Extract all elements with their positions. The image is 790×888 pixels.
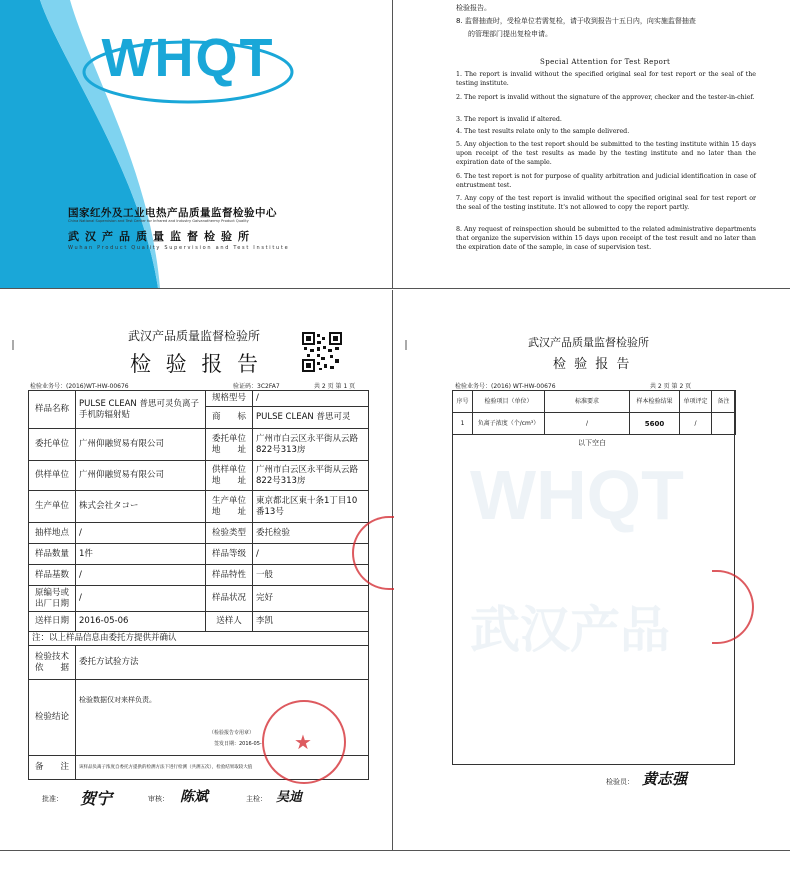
value-code: / <box>76 586 206 612</box>
cell-eval: / <box>680 413 712 435</box>
notice-item-8: 8. Any request of reinspection should be submitted to the related administrative departments that organize the supervision within 15 days upon receipt of the test result and no later than the expiration date of the sample, in case of supervision test. <box>456 226 756 252</box>
value-base: / <box>76 565 206 586</box>
official-stamp-2 <box>712 570 754 644</box>
label-brand: 商 标 <box>206 407 253 429</box>
bottom-divider <box>0 850 790 851</box>
cell-standard: / <box>545 413 630 435</box>
col-no: 序号 <box>453 391 473 413</box>
value-qty: 1件 <box>76 544 206 565</box>
col-remark: 备注 <box>712 391 736 413</box>
margin-tick-right <box>405 340 407 350</box>
cell-remark <box>712 413 736 435</box>
value-client-addr: 广州市白云区永平街从云路822号313房 <box>253 429 369 461</box>
report2-page: 共 2 页 第 2 页 <box>650 383 692 390</box>
cover-panel <box>0 0 388 288</box>
col-result: 样本检验结果 <box>630 391 680 413</box>
label-remark: 备 注 <box>29 756 76 780</box>
value-supplier-addr: 广州市白云区永平街从云路822号313房 <box>253 461 369 491</box>
vertical-divider-top <box>392 0 393 288</box>
label-conclusion: 检验结论 <box>29 680 76 756</box>
table-row <box>453 413 736 435</box>
qr-code <box>302 332 342 372</box>
report2-table <box>452 390 736 435</box>
value-feature: 一般 <box>253 565 369 586</box>
report1-page: 共 2 页 第 1 页 <box>314 383 356 390</box>
sig-approve: 贺宁 <box>80 789 113 808</box>
label-code: 原编号或出厂日期 <box>29 586 76 612</box>
tester-label: 检验员： <box>606 778 634 786</box>
notice-item-4: 4. The test results relate only to the sample delivered. <box>456 128 630 135</box>
sig-check-label: 审核： <box>148 795 169 803</box>
label-base: 样品基数 <box>29 565 76 586</box>
col-item: 检验项目（单位） <box>473 391 545 413</box>
issue-date: 签发日期：2016-05- <box>214 741 262 747</box>
notes-item-8a: 8. 监督抽查时，受检单位若需复检，请于收到报告十五日内，向实施监督抽查 <box>456 17 696 25</box>
tester-signature: 黄志强 <box>642 770 688 788</box>
notice-title: Special Attention for Test Report <box>540 58 671 66</box>
sig-main: 吴迪 <box>276 790 303 805</box>
label-maker-addr: 生产单位地 址 <box>206 491 253 523</box>
value-state: 完好 <box>253 586 369 612</box>
label-type: 检验类型 <box>206 523 253 544</box>
horizontal-divider <box>0 288 790 289</box>
value-model: / <box>253 391 369 407</box>
notice-item-2: 2. The report is invalid without the signature of the approver, checker and the tester-in-chief. <box>456 94 755 101</box>
label-feature: 样品特性 <box>206 565 253 586</box>
official-stamp-1: ★ <box>262 700 346 784</box>
value-site: / <box>76 523 206 544</box>
value-grade: / <box>253 544 369 565</box>
notes-line-top: 检验报告。 <box>456 4 491 12</box>
watermark-logo: WHQT <box>470 456 684 534</box>
label-sample-name: 样品名称 <box>29 391 76 429</box>
label-supplier-addr: 供样单位地 址 <box>206 461 253 491</box>
margin-tick-left <box>12 340 14 350</box>
cell-result: 5600 <box>630 413 680 435</box>
cell-no: 1 <box>453 413 473 435</box>
value-remark: 该样品负离子浓度自委托方提供的检测方法下进行检测（共测五次），检验结果取较大值 <box>76 756 369 780</box>
center-name-en: China National Supervision and Test Center for Infrared and Industry Galvanothermy Product Quality <box>68 219 249 223</box>
logo-text: WHQT <box>101 28 275 88</box>
label-basis: 检验技术依 据 <box>29 646 76 680</box>
sig-main-label: 主检： <box>246 795 267 803</box>
label-date: 送样日期 <box>29 612 76 632</box>
col-standard: 标准要求 <box>545 391 630 413</box>
seal-note: （检验报告专用章） <box>209 730 255 736</box>
value-conclusion: 检验数据仅对来样负责。 <box>79 696 156 704</box>
label-grade: 样品等级 <box>206 544 253 565</box>
report1-title: 检 验 报 告 <box>130 352 263 376</box>
label-supplier: 供样单位 <box>29 461 76 491</box>
sig-approve-label: 批准： <box>42 795 63 803</box>
notice-item-1: 1. The report is invalid without the specified original seal for test report or the seal of the testing institute. <box>456 71 756 88</box>
label-state: 样品状况 <box>206 586 253 612</box>
cell-item: 负离子浓度（个/cm³） <box>473 413 545 435</box>
report1-business-no: 检验业务号：(2016)WT-HW-00676 <box>30 383 129 390</box>
blank-note: 以下空白 <box>578 439 606 447</box>
whqt-logo <box>76 16 296 106</box>
watermark-cn: 武汉产品 <box>470 602 670 658</box>
report1-verify-code: 验证码：3C2FA7 <box>233 383 280 390</box>
report2-business-no: 检验业务号：(2016) WT-HW-00676 <box>455 383 556 390</box>
institute-name-en: Wuhan Product Quality Supervision and Test Institute <box>68 245 290 251</box>
value-sample-name: PULSE CLEAN 普思可灵负离子手机防辐射贴 <box>76 391 206 429</box>
notes-item-8b: 的管理部门提出复检申请。 <box>468 30 552 38</box>
label-qty: 样品数量 <box>29 544 76 565</box>
value-client: 广州仰融贸易有限公司 <box>76 429 206 461</box>
sig-check: 陈斌 <box>180 789 208 805</box>
value-maker-addr: 東京都北区東十条1丁目10番13号 <box>253 491 369 523</box>
center-name-cn: 国家红外及工业电热产品质量监督检验中心 <box>68 207 277 219</box>
notice-item-6: 6. The test report is not for purpose of quality arbitration and judicial identification in case of entrustment test. <box>456 173 756 190</box>
label-site: 抽样地点 <box>29 523 76 544</box>
label-maker: 生产单位 <box>29 491 76 523</box>
value-sender: 李凯 <box>253 612 369 632</box>
value-date: 2016-05-06 <box>76 612 206 632</box>
report2-institute: 武汉产品质量监督检验所 <box>528 336 649 349</box>
value-type: 委托检验 <box>253 523 369 544</box>
notice-item-5: 5. Any objection to the test report should be submitted to the testing institute within 15 days upon receipt of the test results as made by the testing institute and no later than the expiration date of the sample. <box>456 141 756 167</box>
col-eval: 单项评定 <box>680 391 712 413</box>
value-maker: 株式会社タコー <box>76 491 206 523</box>
report2-title: 检 验 报 告 <box>553 357 632 372</box>
label-client-addr: 委托单位地 址 <box>206 429 253 461</box>
notice-item-7: 7. Any copy of the test report is invalid without the specified original seal for test report or the seal of the testing institute. It's not allowed to copy the report partly. <box>456 195 756 212</box>
value-supplier: 广州仰融贸易有限公司 <box>76 461 206 491</box>
value-basis: 委托方试验方法 <box>76 646 369 680</box>
label-model: 规格型号 <box>206 391 253 407</box>
value-brand: PULSE CLEAN 普思可灵 <box>253 407 369 429</box>
label-sender: 送样人 <box>206 612 253 632</box>
note-row: 注：以上样品信息由委托方提供并确认 <box>29 632 369 646</box>
institute-name-cn: 武汉产品质量监督检验所 <box>68 230 255 243</box>
notice-item-3: 3. The report is invalid if altered. <box>456 116 562 123</box>
label-client: 委托单位 <box>29 429 76 461</box>
report1-institute: 武汉产品质量监督检验所 <box>128 329 261 343</box>
